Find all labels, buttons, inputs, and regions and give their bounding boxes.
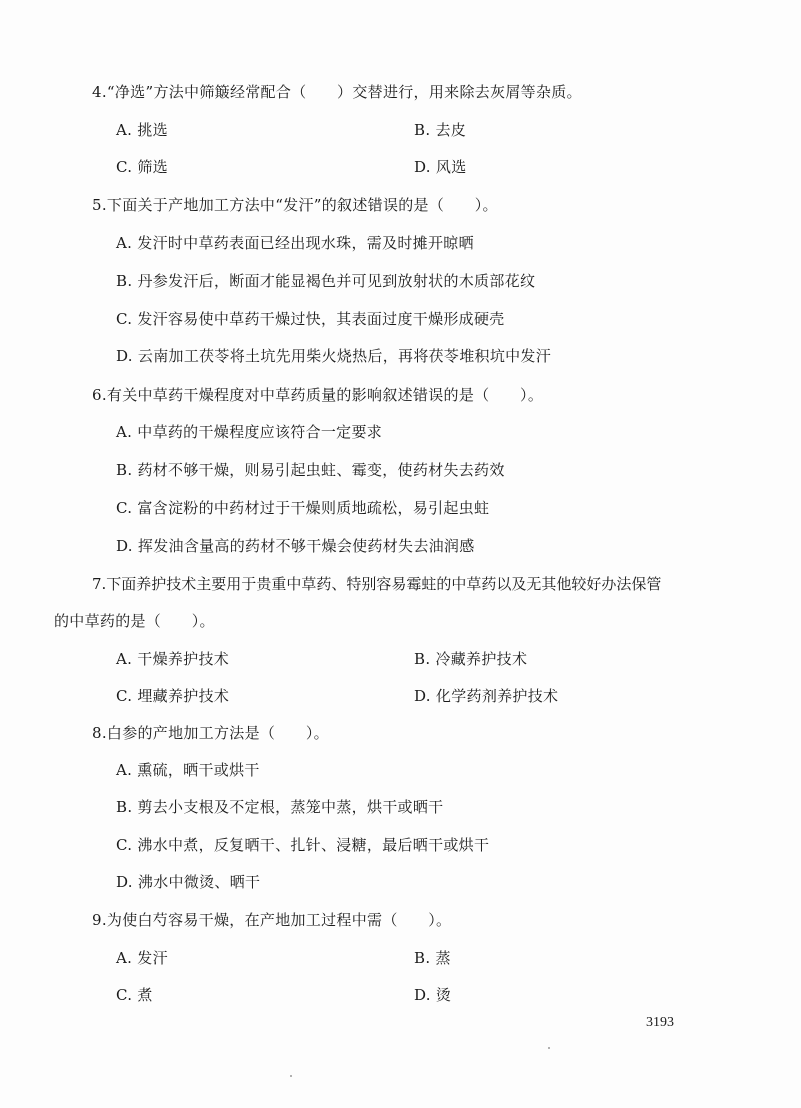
question-9-stem: 9.为使白芍容易干燥，在产地加工过程中需（ ）。 bbox=[92, 911, 452, 929]
question-4-option-a: A. 挑选 bbox=[116, 121, 168, 139]
question-5-stem: 5.下面关于产地加工方法中“发汗”的叙述错误的是（ ）。 bbox=[92, 196, 498, 214]
question-8-stem: 8.白参的产地加工方法是（ ）。 bbox=[92, 724, 329, 742]
question-4-stem: 4.“净选”方法中筛簸经常配合（ ）交替进行，用来除去灰屑等杂质。 bbox=[92, 83, 582, 101]
question-7-option-a: A. 干燥养护技术 bbox=[116, 650, 230, 668]
page-number: 3193 bbox=[646, 1015, 674, 1030]
question-6-option-a: A. 中草药的干燥程度应该符合一定要求 bbox=[116, 423, 383, 441]
question-9-option-b: B. 蒸 bbox=[414, 949, 451, 967]
question-8-option-a: A. 熏硫，晒干或烘干 bbox=[116, 761, 260, 779]
question-4-option-c: C. 筛选 bbox=[116, 158, 168, 176]
question-5-option-b: B. 丹参发汗后，断面才能显褐色并可见到放射状的木质部花纹 bbox=[116, 272, 536, 290]
question-7-option-d: D. 化学药剂养护技术 bbox=[414, 687, 559, 705]
question-5-option-c: C. 发汗容易使中草药干燥过快，其表面过度干燥形成硬壳 bbox=[116, 310, 505, 328]
question-9-option-a: A. 发汗 bbox=[116, 949, 168, 967]
question-6-option-c: C. 富含淀粉的中药材过于干燥则质地疏松，易引起虫蛀 bbox=[116, 499, 490, 517]
question-9-option-d: D. 烫 bbox=[414, 986, 452, 1004]
question-7-stem-line-2: 的中草药的是（ ）。 bbox=[54, 612, 215, 630]
question-6-stem: 6.有关中草药干燥程度对中草药质量的影响叙述错误的是（ ）。 bbox=[92, 386, 544, 404]
scan-speck bbox=[290, 1075, 292, 1077]
scan-speck bbox=[548, 1047, 550, 1049]
question-7-stem-line-1: 7.下面养护技术主要用于贵重中草药、特别容易霉蛀的中草药以及无其他较好办法保管 bbox=[92, 575, 662, 593]
question-8-option-c: C. 沸水中煮，反复晒干、扎针、浸糖，最后晒干或烘干 bbox=[116, 836, 490, 854]
question-5-option-d: D. 云南加工茯苓将土坑先用柴火烧热后，再将茯苓堆积坑中发汗 bbox=[116, 347, 552, 365]
question-5-option-a: A. 发汗时中草药表面已经出现水珠，需及时摊开晾晒 bbox=[116, 234, 474, 252]
question-7-option-b: B. 冷藏养护技术 bbox=[414, 650, 528, 668]
question-9-option-c: C. 煮 bbox=[116, 986, 153, 1004]
question-4-option-d: D. 风选 bbox=[414, 158, 467, 176]
question-8-option-b: B. 剪去小支根及不定根，蒸笼中蒸，烘干或晒干 bbox=[116, 798, 444, 816]
question-7-option-c: C. 埋藏养护技术 bbox=[116, 687, 230, 705]
question-6-option-d: D. 挥发油含量高的药材不够干燥会使药材失去油润感 bbox=[116, 537, 475, 555]
question-4-option-b: B. 去皮 bbox=[414, 121, 467, 139]
question-8-option-d: D. 沸水中微烫、晒干 bbox=[116, 873, 261, 891]
question-6-option-b: B. 药材不够干燥，则易引起虫蛀、霉变，使药材失去药效 bbox=[116, 461, 505, 479]
